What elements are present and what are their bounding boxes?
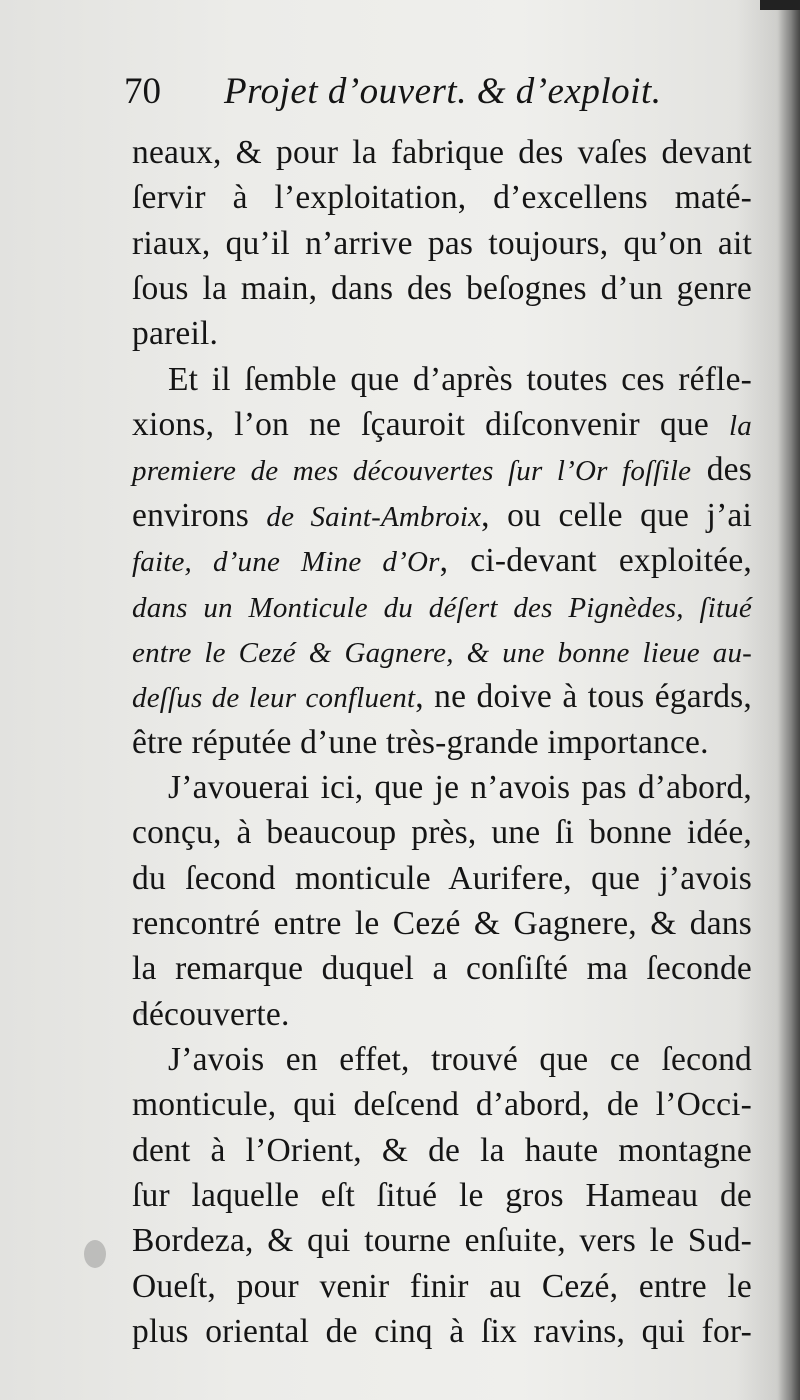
italic-text: dans un Monticule du déſert des Pignèdes, ſitué [132, 591, 752, 624]
italic-text: deſſus de leur confluent [132, 682, 416, 715]
text-line [132, 675, 752, 719]
text-line [132, 448, 752, 492]
italic-text: la [729, 410, 752, 443]
text-line [132, 585, 752, 629]
text-line [132, 131, 752, 175]
text-line [132, 176, 752, 220]
text-segment: rencontré entre le Cezé & Gagnere, & dans [132, 905, 752, 942]
text-segment: Oueſt, pour venir finir au Cezé, entre le [132, 1267, 752, 1305]
text-line [132, 222, 752, 266]
text-segment: riaux, qu’il n’arrive pas toujours, qu’on ait [132, 224, 752, 262]
text-segment: environs [132, 496, 267, 534]
text-line [132, 1310, 752, 1354]
text-segment: , ne doive à tous égards, [415, 678, 752, 716]
text-line [132, 993, 752, 1037]
text-line [132, 1265, 752, 1309]
italic-text: premiere de mes découvertes ſur l’Or foſſile [132, 455, 692, 488]
text-segment: J’avouerai ici, que je n’avois pas d’abord, [168, 768, 752, 806]
text-segment: monticule, qui deſcend d’abord, de l’Occi- [132, 1086, 752, 1124]
italic-text: faite, d’une Mine d’Or [132, 546, 440, 579]
text-segment: la remarque duquel a conſiſté ma ſeconde [132, 950, 752, 988]
italic-text: entre le Cezé & Gagnere, & une bonne lieue au- [132, 636, 752, 669]
text-line [132, 1129, 752, 1173]
text-line [132, 902, 752, 946]
text-line [132, 539, 752, 583]
text-segment: être réputée d’une très-grande importance. [132, 723, 709, 761]
italic-text: de Saint-Ambroix [266, 500, 482, 533]
text-line [132, 312, 752, 356]
text-line [132, 403, 752, 447]
text-segment: , ou celle que j’ai [481, 496, 752, 534]
text-line [132, 811, 752, 855]
text-line [132, 630, 752, 674]
text-segment: découverte. [132, 995, 290, 1033]
text-line [168, 766, 752, 810]
text-segment: J’avois en effet, trouvé que ce ſecond [168, 1041, 752, 1078]
text-segment: pareil. [132, 315, 219, 353]
text-segment: Bordeza, & qui tourne enſuite, vers le Sud- [132, 1222, 752, 1260]
text-segment: du ſecond monticule Aurifere, que j’avois [132, 859, 752, 897]
text-line [132, 1083, 752, 1127]
text-line [132, 1174, 752, 1218]
text-segment: neaux, & pour la fabrique des vaſes devant [132, 134, 752, 171]
text-line [168, 1038, 752, 1082]
text-line [132, 857, 752, 901]
text-segment: xions, l’on ne ſçauroit diſconvenir que [132, 406, 730, 444]
text-line [132, 494, 752, 538]
text-line [132, 947, 752, 991]
text-segment: des [691, 451, 752, 489]
page-number: 70 [124, 71, 161, 112]
text-segment: ſous la main, dans des beſognes d’un genre [132, 270, 752, 308]
text-line [132, 1219, 752, 1263]
text-line [168, 358, 752, 402]
text-segment: conçu, à beaucoup près, une ſi bonne idée, [132, 814, 752, 852]
text-segment: Et il ſemble que d’après toutes ces réfle- [168, 360, 752, 398]
text-segment: , ci-devant exploitée, [439, 542, 752, 580]
text-segment: plus oriental de cinq à ſix ravins, qui for- [132, 1313, 752, 1351]
text-segment: ſur laquelle eſt ſitué le gros Hameau de [132, 1177, 752, 1214]
text-line [132, 267, 752, 311]
text-segment: dent à l’Orient, & de la haute montagne [132, 1131, 752, 1169]
running-title: Projet d’ouvert. & d’exploit. [224, 71, 662, 112]
text-segment: ſervir à l’exploitation, d’excellens maté- [132, 179, 752, 217]
text-line [132, 721, 752, 765]
